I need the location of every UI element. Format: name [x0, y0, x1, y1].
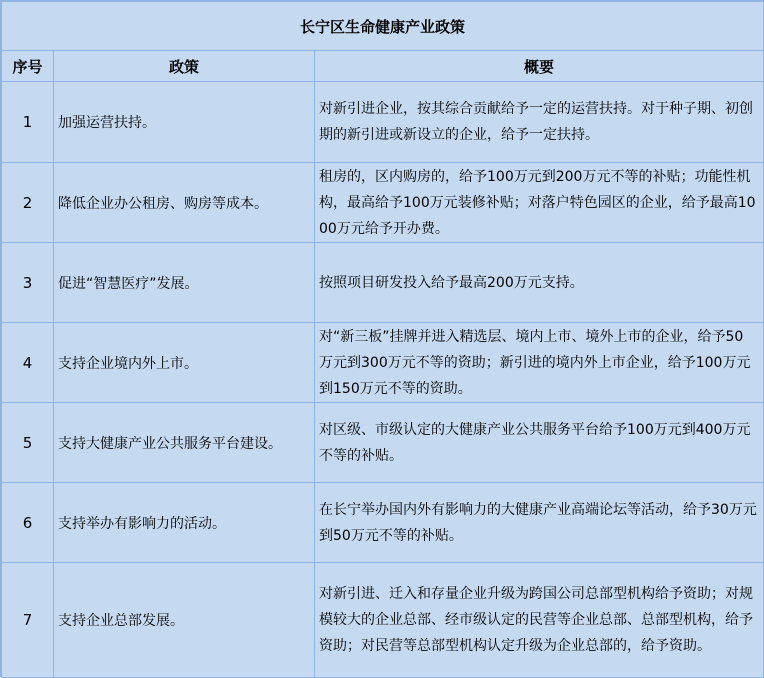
row-summary: 在长宁举办国内外有影响力的大健康产业高端论坛等活动，给予30万元到50万元不等的补贴。 — [315, 483, 764, 563]
table-title: 长宁区生命健康产业政策 — [2, 2, 764, 51]
row-index: 2 — [2, 163, 54, 243]
row-index: 5 — [2, 403, 54, 483]
table-row — [2, 323, 764, 403]
row-policy: 支持举办有影响力的活动。 — [54, 483, 315, 563]
header-row — [2, 51, 764, 82]
row-index: 3 — [2, 243, 54, 323]
row-summary: 租房的，区内购房的，给予100万元到200万元不等的补贴；功能性机构，最高给予100万元装修补贴；对落户特色园区的企业，给予最高1000万元给予开办费。 — [315, 163, 764, 243]
table-row — [2, 82, 764, 163]
row-index: 6 — [2, 483, 54, 563]
row-policy: 促进“智慧医疗”发展。 — [54, 243, 315, 323]
row-policy: 加强运营扶持。 — [54, 82, 315, 163]
table-row — [2, 243, 764, 323]
row-policy: 支持企业境内外上市。 — [54, 323, 315, 403]
row-policy: 支持大健康产业公共服务平台建设。 — [54, 403, 315, 483]
header-policy: 政策 — [54, 51, 315, 82]
table-row — [2, 163, 764, 243]
row-index: 1 — [2, 82, 54, 163]
header-summary: 概要 — [315, 51, 764, 82]
row-summary: 对新引进企业，按其综合贡献给予一定的运营扶持。对于种子期、初创期的新引进或新设立的企业，给予一定扶持。 — [315, 82, 764, 163]
row-summary: 对“新三板”挂牌并进入精选层、境内上市、境外上市的企业，给予50万元到300万元不等的资助；新引进的境内外上市企业，给予100万元到150万元不等的资助。 — [315, 323, 764, 403]
row-policy: 降低企业办公租房、购房等成本。 — [54, 163, 315, 243]
table-row — [2, 563, 764, 678]
row-policy: 支持企业总部发展。 — [54, 563, 315, 678]
table-row — [2, 403, 764, 483]
row-index: 7 — [2, 563, 54, 678]
table-row — [2, 483, 764, 563]
policy-table — [1, 1, 764, 678]
row-summary: 对新引进、迁入和存量企业升级为跨国公司总部型机构给予资助；对规模较大的企业总部、经市级认定的民营等企业总部、总部型机构，给予资助；对民营等总部型机构认定升级为企业总部的，给予资助。 — [315, 563, 764, 678]
row-index: 4 — [2, 323, 54, 403]
row-summary: 按照项目研发投入给予最高200万元支持。 — [315, 243, 764, 323]
row-summary: 对区级、市级认定的大健康产业公共服务平台给予100万元到400万元不等的补贴。 — [315, 403, 764, 483]
header-index: 序号 — [2, 51, 54, 82]
